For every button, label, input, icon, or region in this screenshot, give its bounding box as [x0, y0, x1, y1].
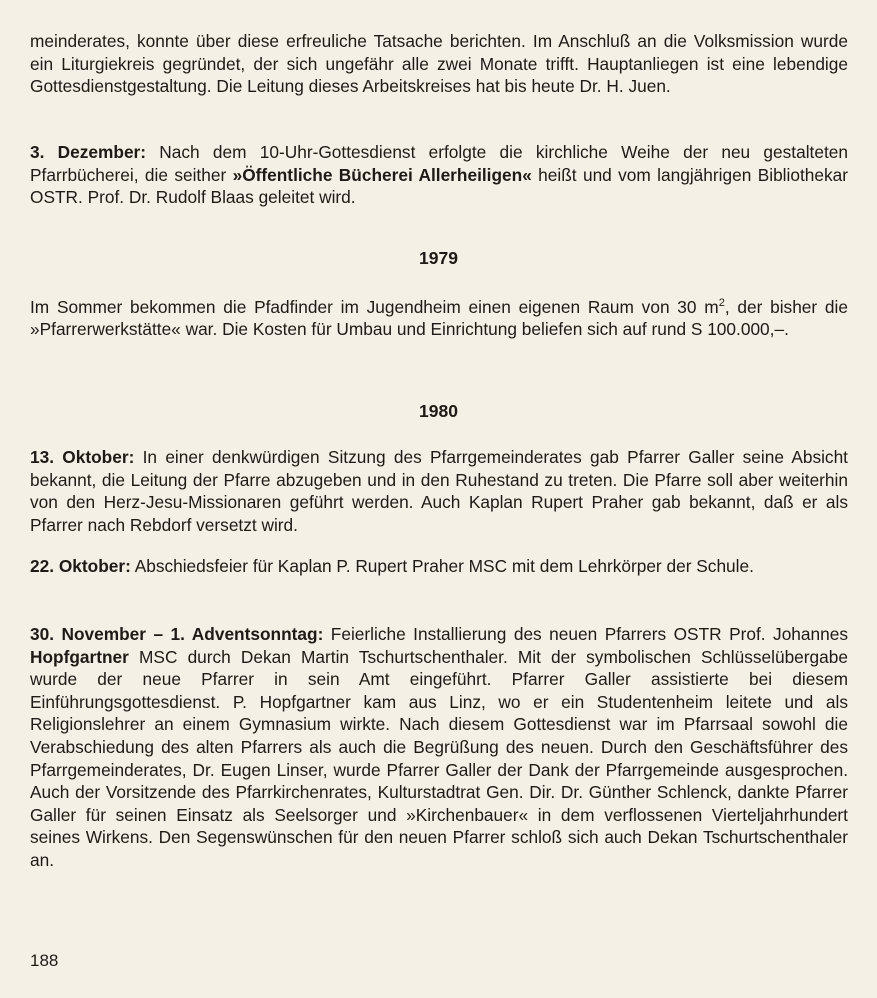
paragraph-3-dezember — [30, 141, 848, 209]
paragraph-text: MSC durch Dekan Martin Tschurtschenthaler. Mit der symbolischen Schlüsselübergabe wurde der neue Pfarrer in sein Amt eingeführt. Pfarrer Galler assistierte bei diesem Einführungsgottesdienst. P. Hopfgartner kam aus Linz, wo er ein Studentenheim leitete und als Religionslehrer an einem Gymnasium wirkte. Nach diesem Gottesdienst war im Pfarrsaal sowohl die Verabschiedung des alten Pfarrers als auch die Begrüßung des neuen. Durch den Geschäftsführer des Pfarrgemeinderates, Dr. Eugen Linser, wurde Pfarrer Galler der Dank der Pfarrgemeinde ausgesprochen. Auch der Vorsitzende des Pfarrkirchenrates, Kulturstadtrat Gen. Dir. Dr. Günther Schlenck, dankte Pfarrer Galler für seinen Einsatz als Seelsorger und »Kirchenbauer« in dem verflossenen Vierteljahrhundert seines Wirkens. Den Segenswünschen für den neuen Pfarrer schloß sich auch Dekan Tschurtschenthaler an. — [30, 646, 848, 870]
paragraph-text: Im Sommer bekommen die Pfadfinder im Jugendheim einen eigenen Raum von 30 m — [30, 296, 719, 317]
paragraph-text: Feierliche Installierung des neuen Pfarrers OSTR Prof. Johannes — [323, 624, 848, 644]
entry-date: 13. Oktober: — [30, 447, 135, 467]
paragraph-22-oktober — [30, 555, 848, 578]
superscript: 2 — [718, 297, 725, 309]
paragraph-30-november — [30, 623, 848, 872]
library-name: »Öffentliche Bücherei Allerheiligen« — [232, 164, 532, 185]
paragraph-text: heißt und vom langjährigen Bibliothekar OSTR. Prof. Dr. Rudolf Blaas geleitet wird. — [30, 164, 848, 208]
entry-date: 22. Oktober: — [30, 556, 131, 576]
paragraph-text: , der bisher die »Pfarrerwerkstätte« war. Die Kosten für Umbau und Einrichtung beliefen sich auf rund S 100.000,–. — [30, 296, 848, 340]
paragraph-text: Abschiedsfeier für Kaplan P. Rupert Praher MSC mit dem Lehrkörper der Schule. — [130, 556, 754, 576]
paragraph-text: In einer denkwürdigen Sitzung des Pfarrgemeinderates gab Pfarrer Galler seine Absicht bekannt, die Leitung der Pfarre abzugeben und in den Ruhestand zu treten. Die Pfarre soll aber weiterhin von den Herz-Jesu-Missionaren geführt werden. Auch Kaplan Rupert Praher gab bekannt, daß er als Pfarrer nach Rebdorf versetzt wird. — [30, 447, 848, 535]
year-heading-1980: 1980 — [419, 401, 458, 421]
pastor-name: Hopfgartner — [30, 646, 129, 667]
paragraph-liturgiekreis — [30, 30, 848, 98]
paragraph-text: meinderates, konnte über diese erfreuliche Tatsache berichten. Im Anschluß an die Volksmission wurde ein Liturgiekreis gegründet, der sich ungefähr alle zwei Monate trifft. Hauptanliegen ist eine lebendige Gottesdienstgestaltung. Die Leitung dieses Arbeitskreises hat bis heute Dr. H. Juen. — [30, 31, 848, 97]
page-number: 188 — [30, 951, 59, 970]
paragraph-pfadfinder — [30, 292, 848, 341]
year-heading-1979: 1979 — [419, 248, 458, 268]
paragraph-text: Nach dem 10-Uhr-Gottesdienst erfolgte die kirchliche Weihe der neu gestalteten Pfarrbücherei, die seither — [30, 142, 848, 185]
paragraph-13-oktober — [30, 446, 848, 536]
entry-date: 30. November – 1. Adventsonntag: — [30, 624, 324, 644]
entry-date: 3. Dezember: — [30, 142, 147, 162]
